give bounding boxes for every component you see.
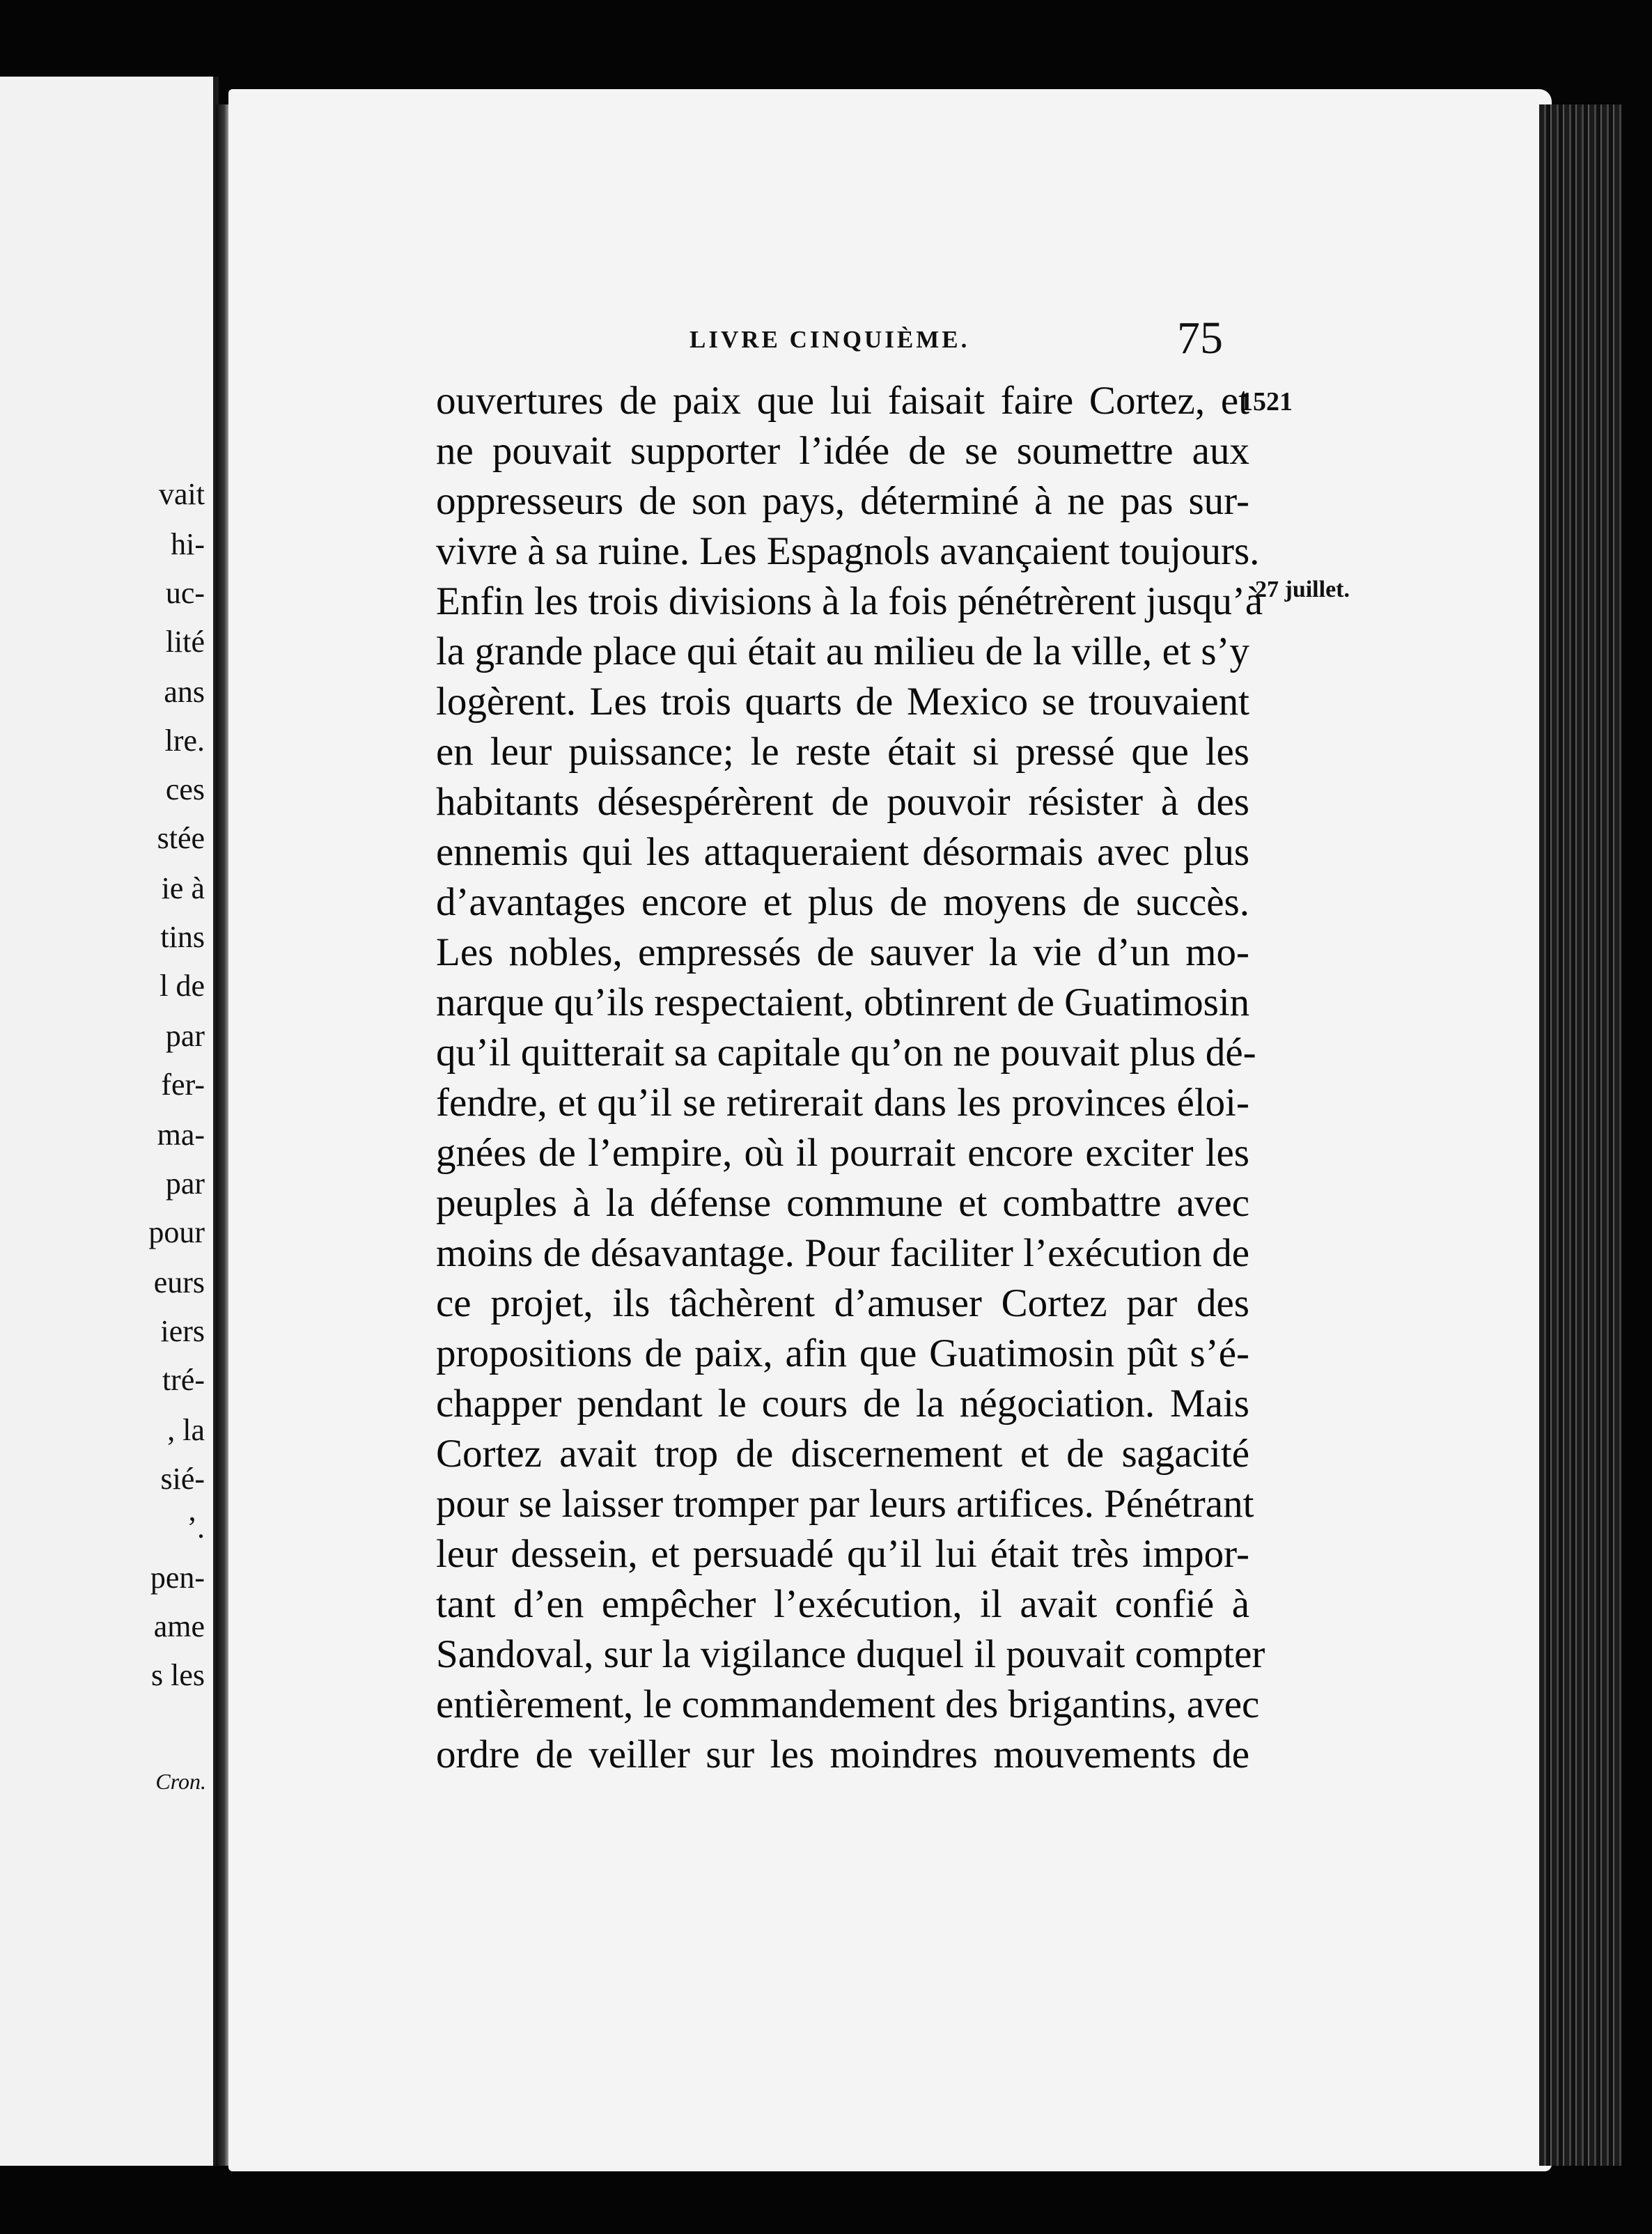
facing-footnote-fragment: Cron.: [155, 1769, 206, 1794]
page-edges: [1539, 104, 1621, 2166]
text-line: Les nobles, empressés de sauver la vie d’un mo-: [436, 930, 1249, 974]
facing-line-fragment: lité: [165, 625, 205, 659]
facing-line-fragment: s les: [151, 1658, 205, 1692]
text-line: pour se laisser tromper par leurs artifices. Pénétrant: [436, 1482, 1254, 1526]
text-line: ce projet, ils tâchèrent d’amuser Cortez par des: [436, 1281, 1249, 1325]
facing-line-fragment: l de: [159, 969, 205, 1003]
text-line: propositions de paix, afin que Guatimosin pût s’é-: [436, 1331, 1249, 1375]
text-line: gnées de l’empire, où il pourrait encore exciter les: [436, 1131, 1249, 1175]
text-line: narque qu’ils respectaient, obtinrent de Guatimosin: [436, 981, 1250, 1024]
facing-line-fragment: tré-: [162, 1363, 205, 1397]
text-line: ennemis qui les attaqueraient désormais avec plus: [436, 830, 1249, 874]
facing-line-fragment: vait: [159, 477, 205, 511]
facing-line-fragment: pen-: [150, 1561, 205, 1595]
facing-line-fragment: par: [165, 1166, 205, 1201]
text-line: logèrent. Les trois quarts de Mexico se trouvaient: [436, 680, 1249, 724]
text-line: ouvertures de paix que lui faisait faire Cortez, et: [436, 379, 1249, 423]
facing-line-fragment: ces: [165, 772, 205, 806]
facing-line-fragment: tins: [160, 920, 205, 954]
facing-line-fragment: ma-: [157, 1118, 205, 1152]
text-line: Cortez avait trop de discernement et de sagacité: [436, 1432, 1249, 1476]
text-line: entièrement, le commandement des brigantins, avec: [436, 1682, 1260, 1726]
facing-line-fragment: ans: [164, 675, 205, 709]
text-line: tant d’en empêcher l’exécution, il avait confié à: [436, 1582, 1249, 1626]
facing-page: [0, 77, 219, 2166]
page-number: 75: [1177, 313, 1223, 364]
body-text: [436, 376, 1265, 1780]
text-line: leur dessein, et persuadé qu’il lui était très impor-: [436, 1532, 1249, 1576]
margin-note-date: 27 juillet.: [1255, 577, 1350, 602]
facing-line-fragment: sié-: [160, 1462, 205, 1496]
text-line: moins de désavantage. Pour faciliter l’exécution de: [436, 1231, 1249, 1275]
text-line: habitants désespérèrent de pouvoir résister à des: [436, 780, 1249, 824]
text-line: ne pouvait supporter l’idée de se soumettre aux: [436, 429, 1249, 473]
margin-note-year: 1521: [1240, 387, 1293, 416]
text-line: Sandoval, sur la vigilance duquel il pouvait compter: [436, 1632, 1265, 1676]
text-line: vivre à sa ruine. Les Espagnols avançaient toujours.: [436, 529, 1260, 573]
facing-line-fragment: pour: [148, 1215, 205, 1249]
facing-line-fragment: fer-: [161, 1068, 205, 1102]
facing-line-fragment: stée: [157, 821, 205, 855]
facing-line-fragment: par: [165, 1019, 205, 1053]
text-line: en leur puissance; le reste était si pressé que les: [436, 730, 1249, 774]
text-line: fendre, et qu’il se retirerait dans les provinces éloi-: [436, 1081, 1249, 1125]
facing-line-fragment: lre.: [164, 724, 205, 758]
text-line: oppresseurs de son pays, déterminé à ne pas sur-: [436, 479, 1249, 523]
facing-line-fragment: ame: [153, 1609, 205, 1643]
facing-line-fragment: ’.: [187, 1510, 205, 1545]
facing-line-fragment: iers: [160, 1314, 205, 1348]
text-line: qu’il quitterait sa capitale qu’on ne pouvait plus dé-: [436, 1031, 1256, 1075]
text-line: peuples à la défense commune et combattre avec: [436, 1181, 1249, 1225]
facing-line-fragment: uc-: [165, 576, 205, 610]
facing-line-fragment: , la: [167, 1413, 205, 1447]
text-line: ordre de veiller sur les moindres mouvements de: [436, 1733, 1249, 1776]
text-line: chapper pendant le cours de la négociation. Mais: [436, 1382, 1249, 1425]
book-gutter: [216, 104, 230, 2166]
facing-line-fragment: hi-: [171, 527, 205, 561]
text-line: la grande place qui était au milieu de la ville, et s’y: [436, 630, 1249, 673]
text-line: d’avantages encore et plus de moyens de succès.: [436, 880, 1249, 924]
text-line: Enfin les trois divisions à la fois pénétrèrent jusqu’à: [436, 579, 1263, 623]
facing-line-fragment: ie à: [161, 871, 205, 905]
facing-line-fragment: eurs: [153, 1265, 205, 1299]
running-head: LIVRE CINQUIÈME.: [689, 326, 970, 353]
